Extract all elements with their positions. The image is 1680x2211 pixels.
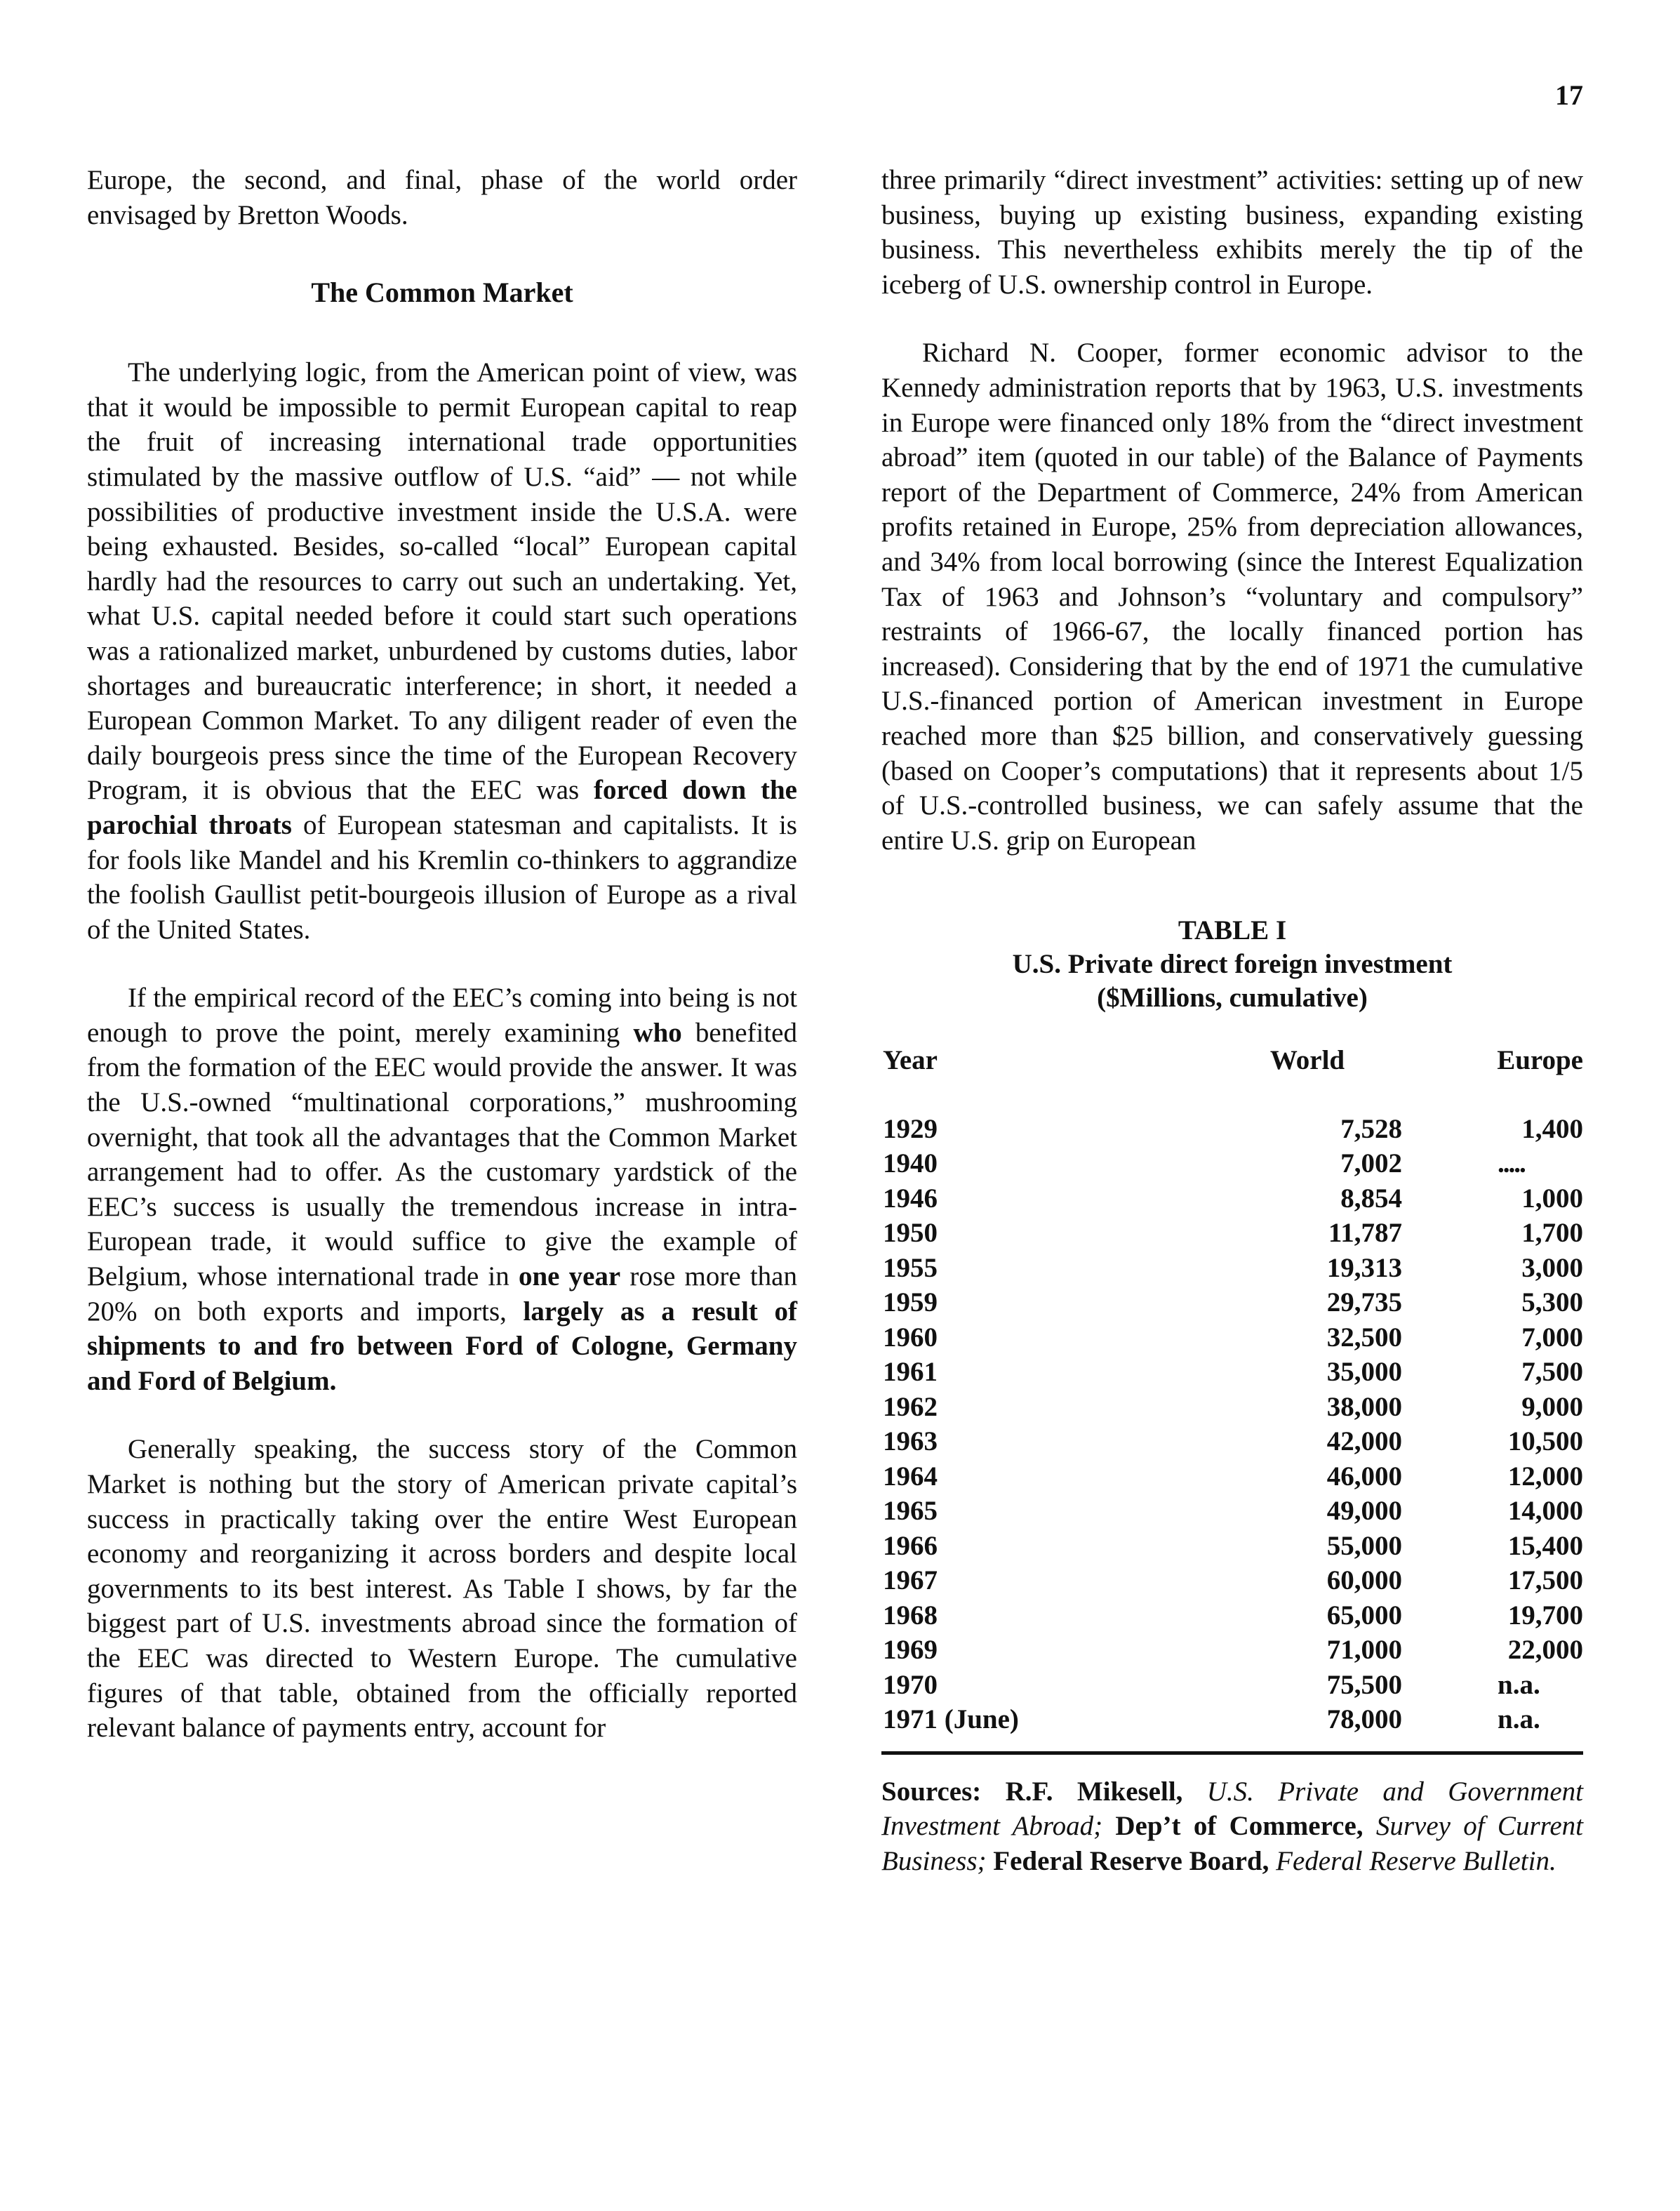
cell-world: 49,000 [1326, 1496, 1402, 1527]
cell-year: 1962 [883, 1391, 938, 1422]
header-year: Year [883, 1045, 938, 1076]
cell-europe: 5,300 [1521, 1287, 1583, 1318]
cell-world: 8,854 [1340, 1183, 1402, 1214]
cell-europe: 22,000 [1507, 1635, 1583, 1666]
table-row [881, 1146, 1583, 1181]
page-number: 17 [1555, 79, 1583, 111]
cell-world: 35,000 [1326, 1357, 1402, 1388]
cell-year: 1966 [883, 1530, 938, 1561]
table-i [881, 914, 1583, 1878]
cell-year: 1940 [883, 1148, 938, 1179]
section-heading: The Common Market [311, 277, 573, 309]
cell-world: 19,313 [1326, 1252, 1402, 1283]
cell-world: 32,500 [1326, 1322, 1402, 1353]
table-row [881, 1320, 1583, 1355]
right-column [881, 163, 1583, 1879]
cell-world: 55,000 [1326, 1530, 1402, 1561]
table-row [881, 1355, 1583, 1390]
header-europe: Europe [1497, 1045, 1583, 1076]
continuation-paragraph: three primarily “direct investment” activities: setting up of new business, buying up existing business, expanding existing business. This nevertheless exhibits merely the tip of the iceberg of U.S. ownership control in Europe. [881, 165, 1583, 300]
cell-world: 65,000 [1326, 1600, 1402, 1631]
intro-paragraph: Europe, the second, and final, phase of the world order envisaged by Bretton Woods. [87, 165, 797, 230]
cell-europe: 15,400 [1507, 1530, 1583, 1561]
source-author: R.F. Mikesell, [981, 1776, 1207, 1807]
table-row [881, 1702, 1583, 1737]
table-row [881, 1668, 1583, 1703]
cell-year: 1967 [883, 1565, 938, 1596]
cell-year: 1971 (June) [883, 1704, 1019, 1735]
table-label: TABLE I [1178, 915, 1287, 946]
cell-year: 1929 [883, 1113, 938, 1144]
table-row [881, 1181, 1583, 1216]
source-author: Federal Reserve Board, [986, 1845, 1276, 1876]
cell-world: 38,000 [1326, 1391, 1402, 1422]
table-row [881, 1424, 1583, 1459]
paragraph-empirical-record [87, 981, 797, 1398]
table-row [881, 1529, 1583, 1564]
table-subtitle: ($Millions, cumulative) [1097, 983, 1368, 1014]
cell-year: 1968 [883, 1600, 938, 1631]
source-author: Dep’t of Commerce, [1102, 1811, 1376, 1842]
table-row [881, 1390, 1583, 1425]
cell-europe: 3,000 [1521, 1252, 1583, 1283]
table-row [881, 1285, 1583, 1320]
cell-year: 1950 [883, 1218, 938, 1249]
cell-year: 1963 [883, 1426, 938, 1457]
cell-europe: 14,000 [1507, 1496, 1583, 1527]
source-title: U.S. Private and Government Investment Abroad; [881, 1776, 1583, 1842]
cell-world: 75,500 [1326, 1669, 1402, 1700]
table-row [881, 1216, 1583, 1251]
cell-world: 78,000 [1326, 1704, 1402, 1735]
table-row [881, 1494, 1583, 1529]
paragraph-underlying-logic [87, 355, 797, 947]
table-bottom-rule [881, 1751, 1583, 1755]
cell-world: 11,787 [1328, 1218, 1402, 1249]
cell-year: 1961 [883, 1357, 938, 1388]
bold-emphasis: forced down the parochial throats [87, 775, 797, 840]
left-column [87, 163, 797, 1746]
table-sources [881, 1774, 1583, 1879]
cell-europe: n.a. [1498, 1704, 1540, 1735]
bold-emphasis: one year [518, 1261, 621, 1292]
cell-world: 46,000 [1326, 1461, 1402, 1492]
cell-europe: 10,500 [1507, 1426, 1583, 1457]
table-row [881, 1598, 1583, 1633]
cell-europe: 19,700 [1507, 1600, 1583, 1631]
table-header-row [881, 1043, 1583, 1112]
cell-world: 60,000 [1326, 1565, 1402, 1596]
cell-year: 1960 [883, 1322, 938, 1353]
paragraph-success-story: Generally speaking, the success story of the Common Market is nothing but the story of American private capital’s success in practically taking over the entire West European economy and reorganizing it across borders and despite local governments to its best interest. As Table I shows, by far the biggest part of U.S. investments abroad since the formation of the EEC was directed to Western Europe. The cumulative figures of that table, obtained from the officially reported relevant balance of payments entry, account for [87, 1434, 797, 1744]
cell-world: 29,735 [1326, 1287, 1402, 1318]
cell-europe: 12,000 [1507, 1461, 1583, 1492]
cell-europe: 1,000 [1521, 1183, 1583, 1214]
cell-europe: 17,500 [1507, 1565, 1583, 1596]
source-title: Survey of Current Business; [881, 1811, 1583, 1876]
sources-label: Sources: [881, 1776, 982, 1807]
cell-europe: 9,000 [1521, 1391, 1583, 1422]
table-row [881, 1563, 1583, 1598]
table-row [881, 1251, 1583, 1286]
table-row [881, 1112, 1583, 1147]
cell-year: 1964 [883, 1461, 938, 1492]
table-row [881, 1633, 1583, 1668]
cell-year: 1969 [883, 1635, 938, 1666]
cell-year: 1955 [883, 1252, 938, 1283]
cell-europe: 1,700 [1521, 1218, 1583, 1249]
cell-world: 71,000 [1326, 1635, 1402, 1666]
cell-europe: n.a. [1498, 1669, 1540, 1700]
cell-world: 7,002 [1340, 1148, 1402, 1179]
cell-year: 1965 [883, 1496, 938, 1527]
cell-europe: ..... [1498, 1148, 1525, 1179]
investment-table [881, 1043, 1583, 1737]
cell-year: 1959 [883, 1287, 938, 1318]
bold-emphasis: largely as a result of shipments to and fro between Ford of Cologne, Germany and Ford of Belgium. [87, 1296, 798, 1396]
source-title: Federal Reserve Bulletin. [1276, 1845, 1556, 1876]
header-world: World [1269, 1045, 1345, 1076]
paragraph-cooper: Richard N. Cooper, former economic advisor to the Kennedy administration reports that by 1963, U.S. investments in Europe were financed only 18% from the “direct investment abroad” item (quoted in our table) of the Balance of Payments report of the Department of Commerce, 24% from American profits retained in Europe, 25% from depreciation allowances, and 34% from local borrowing (since the Interest Equalization Tax of 1963 and Johnson’s “voluntary and compulsory” restraints of 1966-67, the locally financed portion has increased). Considering that by the end of 1971 the cumulative U.S.-financed portion of American investment in Europe reached more than $25 billion, and conservatively guessing (based on Cooper’s computations) that it represents about 1/5 of U.S.-controlled business, we can safely assume that the entire U.S. grip on European [881, 338, 1583, 856]
cell-world: 42,000 [1326, 1426, 1402, 1457]
table-row [881, 1459, 1583, 1494]
cell-year: 1946 [883, 1183, 938, 1214]
text: of European statesman and capitalists. It is for fools like Mandel and his Kremlin co-thinkers to aggrandize the foolish Gaullist petit-bourgeois illusion of Europe as a rival of the United States. [87, 809, 797, 945]
cell-europe: 7,000 [1521, 1322, 1583, 1353]
text: rose more than 20% on both exports and imports, [87, 1261, 797, 1327]
cell-year: 1970 [883, 1669, 938, 1700]
text: benefited from the formation of the EEC would provide the answer. It was the U.S.-owned “multinational corporations,” mushrooming overnight, that took all the advantages that the Common Market arrangement had to offer. As the customary yardstick of the EEC’s success is usually the tremendous increase in intra-European trade, it would suffice to give the example of Belgium, whose international trade in [87, 1017, 797, 1292]
bold-emphasis: who [633, 1017, 682, 1048]
text: The underlying logic, from the American point of view, was that it would be impossible to permit European capital to reap the fruit of increasing international trade opportunities stimulated by the massive outflow of U.S. “aid” — not while possibilities of productive investment inside the U.S.A. were being exhausted. Besides, so-called “local” European capital hardly had the resources to carry out such an undertaking. Yet, what U.S. capital needed before it could start such operations was a rationalized market, unburdened by customs duties, labor shortages and bureaucratic interference; in short, it needed a European Common Market. To any diligent reader of even the daily bourgeois press since the time of the European Recovery Program, it is obvious that the EEC was [87, 357, 797, 806]
table-title: U.S. Private direct foreign investment [1012, 949, 1453, 980]
cell-europe: 7,500 [1521, 1357, 1583, 1388]
cell-europe: 1,400 [1521, 1113, 1583, 1144]
cell-world: 7,528 [1340, 1113, 1402, 1144]
text: If the empirical record of the EEC’s coming into being is not enough to prove the point, merely examining [87, 983, 797, 1048]
